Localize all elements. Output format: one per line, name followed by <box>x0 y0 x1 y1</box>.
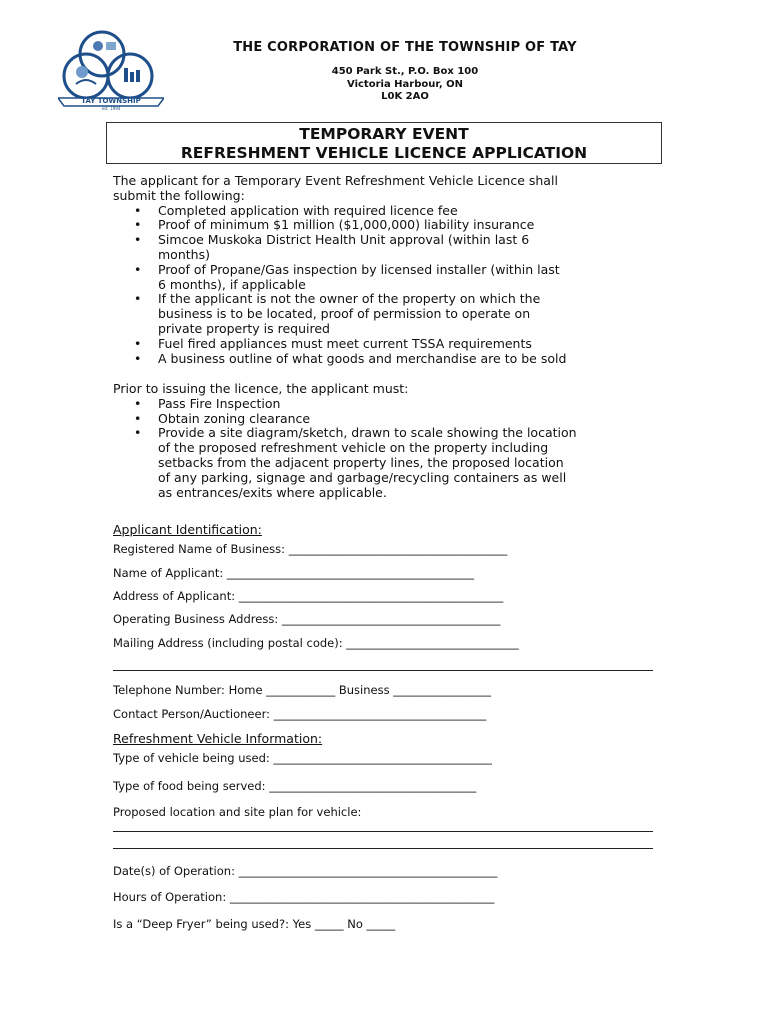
list-item: • Provide a site diagram/sketch, drawn to scale showing the location of the proposed refreshment vehicle on the property including setbacks from the adjacent property lines, the proposed location of any parking, signage and garbage/recycling containers as well as entrances/exits where applicable. <box>113 426 663 500</box>
proposed-location-line[interactable] <box>113 848 653 849</box>
contact-person-field[interactable]: Contact Person/Auctioneer: _____________________________________ <box>113 707 487 721</box>
mailing-address-continuation[interactable] <box>113 670 653 671</box>
mailing-address-field[interactable]: Mailing Address (including postal code): ______________________________ <box>113 636 519 650</box>
intro-text: submit the following: <box>113 187 245 203</box>
organization-name: THE CORPORATION OF THE TOWNSHIP OF TAY <box>233 40 577 55</box>
list-item: • Fuel fired appliances must meet current TSSA requirements <box>113 337 663 352</box>
requirements-section <box>113 174 663 366</box>
food-type-field[interactable]: Type of food being served: ____________________________________ <box>113 779 477 793</box>
list-item: • Proof of Propane/Gas inspection by licensed installer (within last 6 months), if applicable <box>113 263 663 293</box>
prior-list <box>113 397 663 501</box>
hours-field[interactable]: Hours of Operation: ______________________________________________ <box>113 890 495 904</box>
telephone-field[interactable]: Telephone Number: Home ____________ Business _________________ <box>113 683 491 697</box>
registered-name-field[interactable]: Registered Name of Business: ______________________________________ <box>113 542 508 556</box>
requirements-list <box>113 204 663 367</box>
township-logo <box>58 26 164 112</box>
organization-address <box>170 66 640 104</box>
address-line: L0K 2AO <box>381 91 429 102</box>
logo-text: TAY TOWNSHIP <box>81 97 141 105</box>
title-line: TEMPORARY EVENT <box>299 125 469 143</box>
dates-field[interactable]: Date(s) of Operation: _____________________________________________ <box>113 864 498 878</box>
list-item: • Obtain zoning clearance <box>113 412 663 427</box>
prior-section <box>113 382 663 500</box>
intro-text: The applicant for a Temporary Event Refreshment Vehicle Licence shall <box>113 173 558 188</box>
prior-text: Prior to issuing the licence, the applicant must: <box>113 381 409 396</box>
vehicle-heading: Refreshment Vehicle Information: <box>113 731 323 746</box>
list-item: • Simcoe Muskoka District Health Unit approval (within last 6 months) <box>113 233 663 263</box>
applicant-name-field[interactable]: Name of Applicant: ___________________________________________ <box>113 566 475 580</box>
form-title <box>106 122 662 164</box>
title-line: REFRESHMENT VEHICLE LICENCE APPLICATION <box>180 144 588 162</box>
list-item: • Proof of minimum $1 million ($1,000,000) liability insurance <box>113 218 663 233</box>
applicant-address-field[interactable]: Address of Applicant: ______________________________________________ <box>113 589 504 603</box>
address-line: 450 Park St., P.O. Box 100 <box>331 66 479 77</box>
logo-subtext: est. 1994 <box>101 106 121 111</box>
proposed-location-label: Proposed location and site plan for vehicle: <box>113 805 362 819</box>
vehicle-type-field[interactable]: Type of vehicle being used: ______________________________________ <box>113 751 492 765</box>
list-item: • Completed application with required licence fee <box>113 204 663 219</box>
proposed-location-line[interactable] <box>113 831 653 832</box>
list-item: • Pass Fire Inspection <box>113 397 663 412</box>
deep-fryer-field[interactable]: Is a “Deep Fryer” being used?: Yes _____ No _____ <box>113 917 396 931</box>
list-item: • A business outline of what goods and merchandise are to be sold <box>113 352 663 367</box>
list-item: • If the applicant is not the owner of the property on which the business is to be located, proof of permission to operate on private property is required <box>113 292 663 336</box>
applicant-heading: Applicant Identification: <box>113 522 262 537</box>
address-line: Victoria Harbour, ON <box>347 78 463 90</box>
operating-address-field[interactable]: Operating Business Address: ______________________________________ <box>113 612 501 626</box>
